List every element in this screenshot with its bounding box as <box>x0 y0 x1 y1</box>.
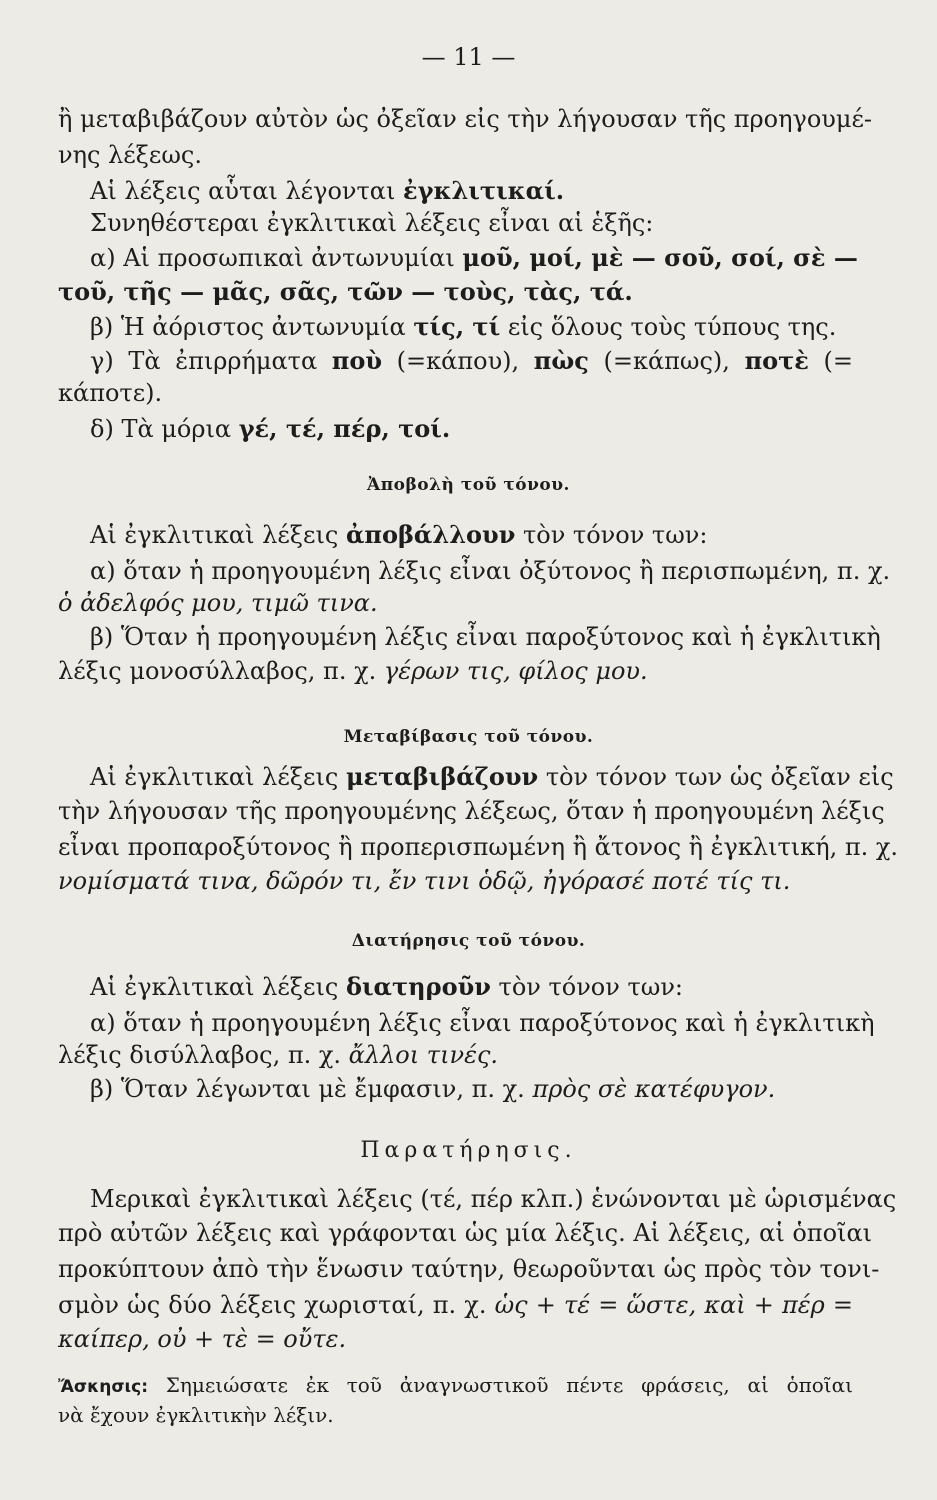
paragraph-line: Συνηθέστεραι ἐγκλιτικαὶ λέξεις εἶναι αἱ ἑξῆς: <box>90 209 654 237</box>
list-item-gamma: γ) Τὰ ἐπιρρήματα ποὺ (=κάπου), πὼς (=κάπως), ποτὲ (= <box>90 346 853 375</box>
paragraph-line: α) ὅταν ἡ προηγουμένη λέξις εἶναι παροξύτονος καὶ ἡ ἐγκλιτικὴ <box>90 1009 875 1037</box>
list-item-beta: β) Ἡ ἀόριστος ἀντωνυμία τίς, τί εἰς ὅλους τοὺς τύπους της. <box>90 312 837 341</box>
paragraph-line: Αἱ ἐγκλιτικαὶ λέξεις διατηροῦν τὸν τόνον των: <box>90 972 683 1001</box>
list-item-alpha-cont: τοῦ, τῆς — μᾶς, σᾶς, τῶν — τοὺς, τὰς, τά. <box>58 277 633 306</box>
paragraph-line: α) ὅταν ἡ προηγουμένη λέξις εἶναι ὀξύτονος ἢ περισπωμένη, π. χ. <box>90 557 891 585</box>
paragraph-line: καίπερ, οὐ + τὲ = οὔτε. <box>58 1325 347 1353</box>
paragraph-line: Μερικαὶ ἐγκλιτικαὶ λέξεις (τέ, πέρ κλπ.) ἑνώνονται μὲ ὡρισμένας <box>90 1185 897 1213</box>
paragraph-line: νης λέξεως. <box>58 141 202 169</box>
paragraph-line: λέξις μονοσύλλαβος, π. χ. γέρων τις, φίλος μου. <box>58 657 648 685</box>
section-heading: Παρατήρησις. <box>360 1138 577 1163</box>
paragraph-line: ὁ ἀδελφός μου, τιμῶ τινα. <box>58 589 378 617</box>
section-heading: Ἀποβολὴ τοῦ τόνου. <box>367 475 570 495</box>
section-heading: Διατήρησις τοῦ τόνου. <box>351 931 586 951</box>
paragraph-line: Αἱ ἐγκλιτικαὶ λέξεις μεταβιβάζουν τὸν τόνον των ὡς ὀξεῖαν εἰς <box>90 762 894 791</box>
paragraph-line: νομίσματά τινα, δῶρόν τι, ἔν τινι ὁδῷ, ἠγόρασέ ποτέ τίς τι. <box>58 867 791 895</box>
paragraph-line: τὴν λήγουσαν τῆς προηγουμένης λέξεως, ὅταν ἡ προηγουμένη λέξις <box>58 797 885 825</box>
paragraph-line: σμὸν ὡς δύο λέξεις χωρισταί, π. χ. ὡς + τέ = ὥστε, καὶ + πέρ = <box>58 1291 854 1319</box>
paragraph-line: εἶναι προπαροξύτονος ἢ προπερισπωμένη ἢ ἄτονος ἢ ἐγκλιτική, π. χ. <box>58 833 899 861</box>
paragraph-line: προκύπτουν ἀπὸ τὴν ἕνωσιν ταύτην, θεωροῦνται ὡς πρὸς τὸν τονι- <box>58 1255 880 1283</box>
section-heading: Μεταβίβασις τοῦ τόνου. <box>343 727 594 747</box>
paragraph-line: πρὸ αὐτῶν λέξεις καὶ γράφονται ὡς μία λέξις. Αἱ λέξεις, αἱ ὁποῖαι <box>58 1219 873 1247</box>
exercise-line: νὰ ἔχουν ἐγκλιτικὴν λέξιν. <box>58 1403 334 1427</box>
paragraph-line: β) Ὅταν ἡ προηγουμένη λέξις εἶναι παροξύτονος καὶ ἡ ἐγκλιτικὴ <box>90 623 881 651</box>
list-item-gamma-cont: κάποτε). <box>58 379 163 407</box>
list-item-alpha: α) Αἱ προσωπικαὶ ἀντωνυμίαι μοῦ, μοί, μὲ — σοῦ, σοί, σὲ — <box>90 243 858 272</box>
paragraph-line: β) Ὅταν λέγωνται μὲ ἔμφασιν, π. χ. πρὸς σὲ κατέφυγον. <box>90 1075 776 1103</box>
exercise-label: Ἄσκησις: <box>58 1377 149 1397</box>
paragraph-line: ἢ μεταβιβάζουν αὐτὸν ὡς ὀξεῖαν εἰς τὴν λήγουσαν τῆς προηγουμέ- <box>58 105 873 133</box>
paragraph-line: Αἱ λέξεις αὗται λέγονται ἐγκλιτικαί. <box>90 176 565 205</box>
page-number: — 11 — <box>421 43 516 71</box>
exercise-line: Ἄσκησις: Σημειώσατε ἐκ τοῦ ἀναγνωστικοῦ πέντε φράσεις, αἱ ὁποῖαι <box>58 1373 853 1397</box>
paragraph-line: Αἱ ἐγκλιτικαὶ λέξεις ἀποβάλλουν τὸν τόνον των: <box>90 520 708 549</box>
paragraph-line: λέξις δισύλλαβος, π. χ. ἄλλοι τινές. <box>58 1041 499 1069</box>
list-item-delta: δ) Τὰ μόρια γέ, τέ, πέρ, τοί. <box>90 414 451 443</box>
